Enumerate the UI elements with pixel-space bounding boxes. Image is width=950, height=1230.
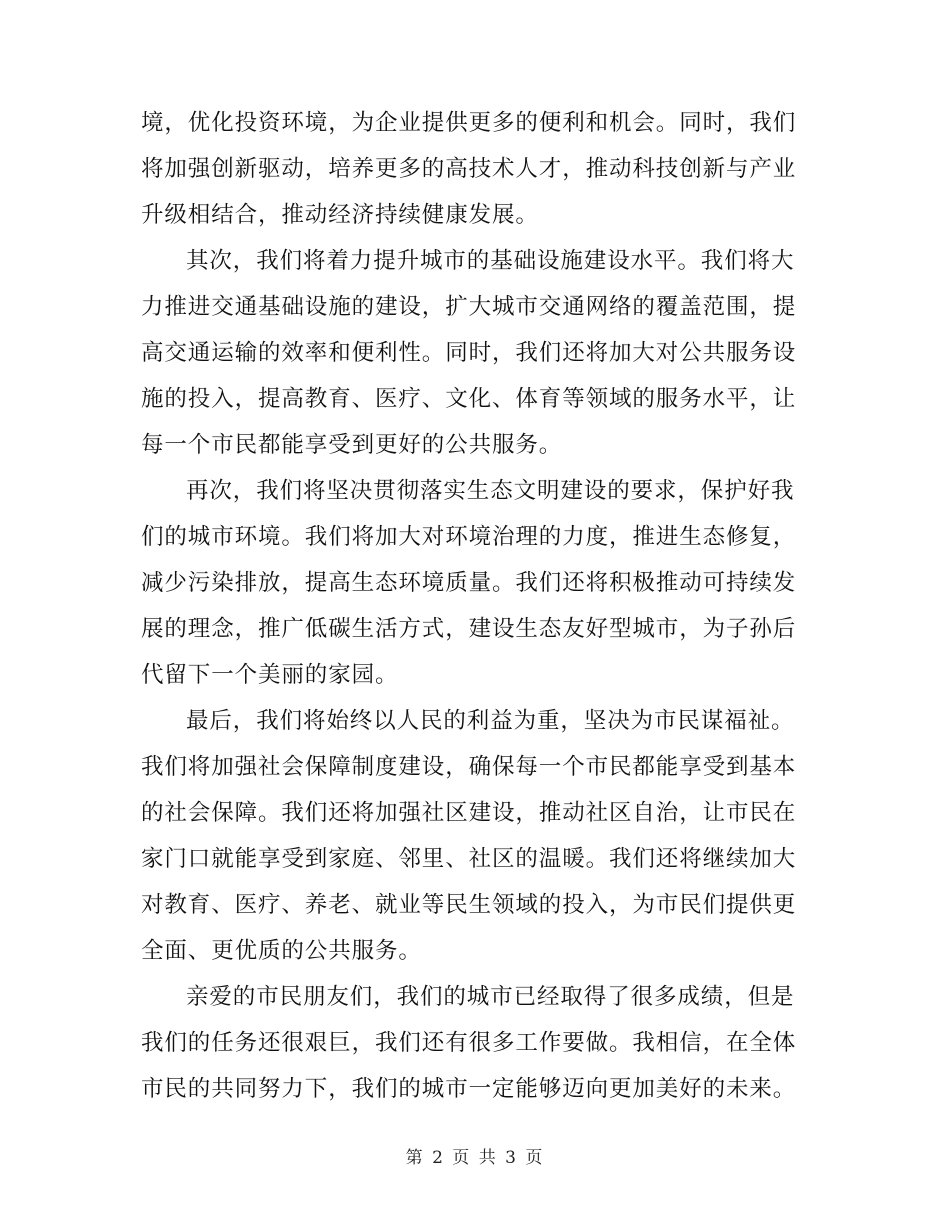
text-line: 展的理念，推广低碳生活方式，建设生态友好型城市，为子孙后 [141,616,797,642]
body-text [141,100,801,1112]
text-line: 的社会保障。我们还将加强社区建设，推动社区自治，让市民在 [141,800,797,826]
text-line: 境，优化投资环境，为企业提供更多的便利和机会。同时，我们 [141,110,797,136]
text-line-paragraph-start: 最后，我们将始终以人民的利益为重，坚决为市民谋福祉。 [186,708,795,734]
page-footer [0,1146,950,1170]
page-number: 第 2 页 共 3 页 [405,1148,545,1168]
text-line: 全面、更优质的公共服务。 [141,938,422,964]
text-line: 升级相结合，推动经济持续健康发展。 [141,202,539,228]
text-line: 将加强创新驱动，培养更多的高技术人才，推动科技创新与产业 [141,156,797,182]
text-line: 每一个市民都能享受到更好的公共服务。 [141,432,563,458]
text-line: 市民的共同努力下，我们的城市一定能够迈向更加美好的未来。 [141,1076,797,1102]
text-line: 减少污染排放，提高生态环境质量。我们还将积极推动可持续发 [141,570,797,596]
text-line: 家门口就能享受到家庭、邻里、社区的温暖。我们还将继续加大 [141,846,797,872]
text-line-paragraph-start: 亲爱的市民朋友们，我们的城市已经取得了很多成绩，但是 [186,984,795,1010]
text-line-paragraph-start: 再次，我们将坚决贯彻落实生态文明建设的要求，保护好我 [186,478,795,504]
text-line-paragraph-start: 其次，我们将着力提升城市的基础设施建设水平。我们将大 [186,248,795,274]
text-line: 高交通运输的效率和便利性。同时，我们还将加大对公共服务设 [141,340,797,366]
text-line: 我们将加强社会保障制度建设，确保每一个市民都能享受到基本 [141,754,797,780]
text-line: 施的投入，提高教育、医疗、文化、体育等领域的服务水平，让 [141,386,797,412]
text-line: 代留下一个美丽的家园。 [141,662,399,688]
text-line: 我们的任务还很艰巨，我们还有很多工作要做。我相信，在全体 [141,1030,797,1056]
text-line: 对教育、医疗、养老、就业等民生领域的投入，为市民们提供更 [141,892,797,918]
text-line: 力推进交通基础设施的建设，扩大城市交通网络的覆盖范围，提 [141,294,797,320]
text-line: 们的城市环境。我们将加大对环境治理的力度，推进生态修复， [141,524,797,550]
